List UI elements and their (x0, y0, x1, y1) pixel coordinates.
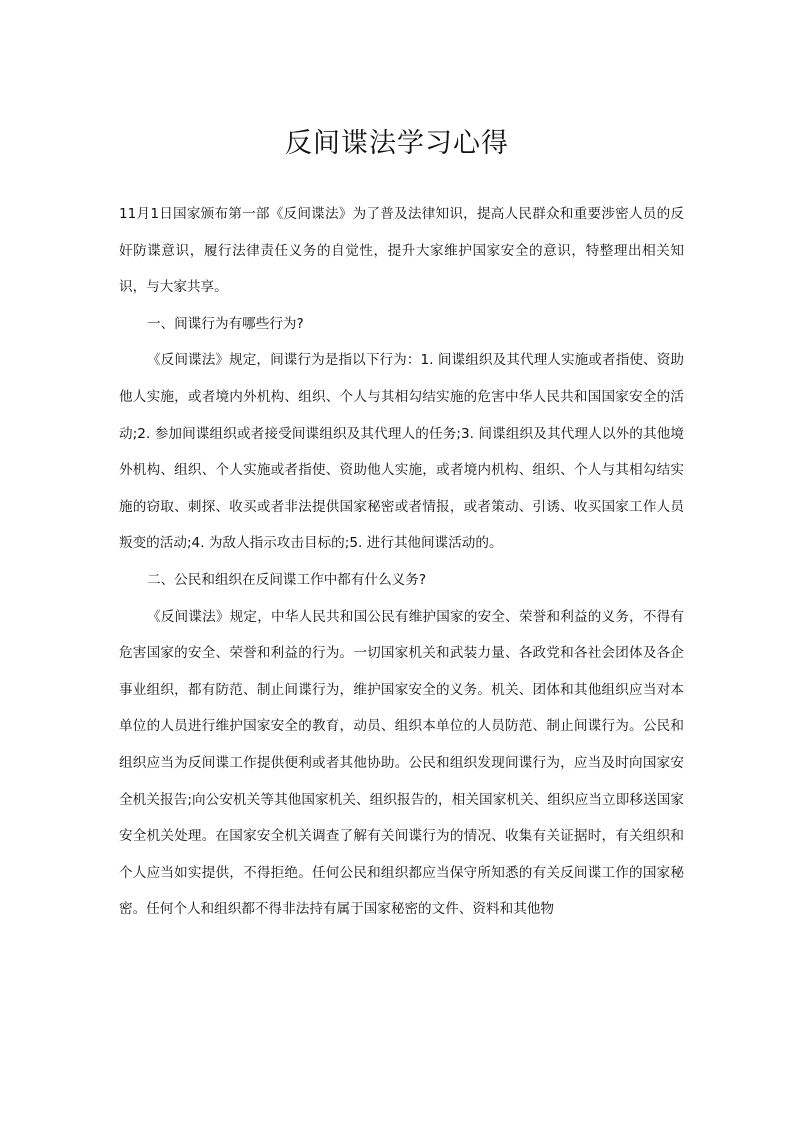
section-paragraph-2: 《反间谍法》规定，中华人民共和国公民有维护国家的安全、荣誉和利益的义务，不得有危害国家的安全、荣誉和利益的行为。一切国家机关和武装力量、各政党和各社会团体及各企事业组织，都有防范、制止间谍行为，维护国家安全的义务。机关、团体和其他组织应当对本单位的人员进行维护国家安全的教育，动员、组织本单位的人员防范、制止间谍行为。公民和组织应当为反间谍工作提供便利或者其他协助。公民和组织发现间谍行为，应当及时向国家安全机关报告;向公安机关等其他国家机关、组织报告的，相关国家机关、组织应当立即移送国家安全机关处理。在国家安全机关调查了解有关间谍行为的情况、收集有关证据时，有关组织和个人应当如实提供，不得拒绝。任何公民和组织都应当保守所知悉的有关反间谍工作的国家秘密。任何个人和组织都不得非法持有属于国家秘密的文件、资料和其他物 (119, 608, 684, 918)
intro-paragraph: 11月1日国家颁布第一部《反间谍法》为了普及法律知识，提高人民群众和重要涉密人员的反奸防谍意识，履行法律责任义务的自觉性，提升大家维护国家安全的意识，特整理出相关知识，与大家共享。 (119, 206, 684, 296)
document-body (119, 196, 684, 928)
section-heading-2: 二、公民和组织在反间谍工作中都有什么义务? (147, 571, 427, 588)
document-title: 反间谍法学习心得 (285, 128, 509, 159)
section-paragraph-1: 《反间谍法》规定，间谍行为是指以下行为：1. 间谍组织及其代理人实施或者指使、资助他人实施，或者境内外机构、组织、个人与其相勾结实施的危害中华人民共和国国家安全的活动;2. 参加间谍组织或者接受间谍组织及其代理人的任务;3. 间谍组织及其代理人以外的其他境外机构、组织、个人实施或者指使、资助他人实施，或者境内机构、组织、个人与其相勾结实施的窃取、刺探、收买或者非法提供国家秘密或者情报，或者策动、引诱、收买国家工作人员叛变的活动;4. 为敌人指示攻击目标的;5. 进行其他间谍活动的。 (119, 352, 684, 552)
section-heading-1: 一、间谍行为有哪些行为? (147, 315, 304, 332)
